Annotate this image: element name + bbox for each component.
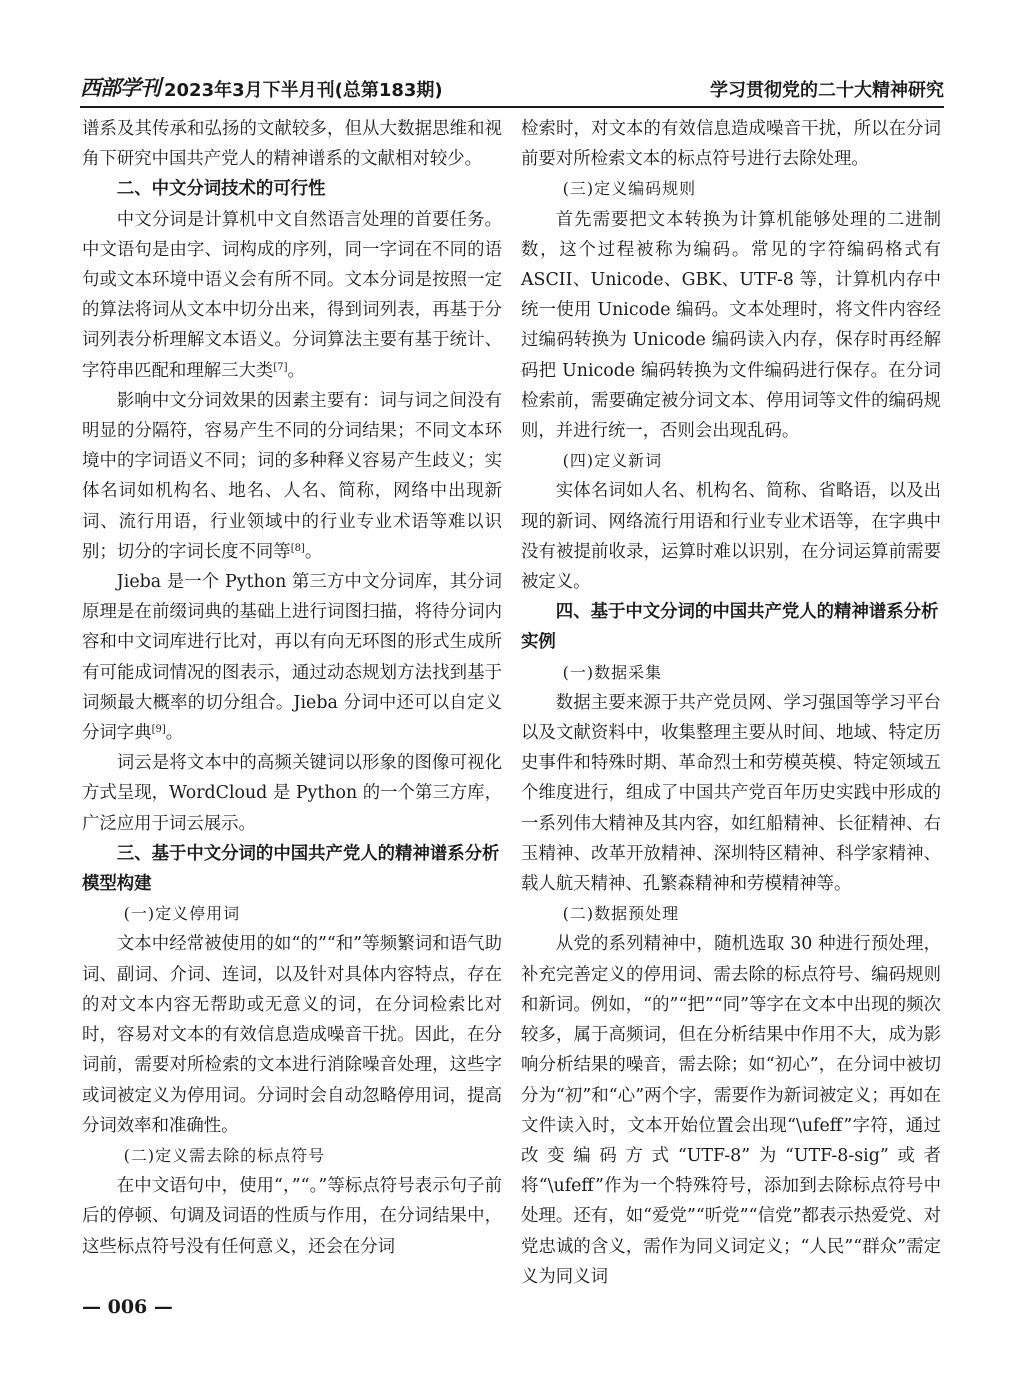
running-header <box>80 70 944 108</box>
page-number: — 006 — <box>82 1296 173 1318</box>
section-heading: 三、基于中文分词的中国共产党人的精神谱系分析模型构建 <box>82 843 500 895</box>
paragraph: 中文分词是计算机中文自然语言处理的首要任务。中文语句是由字、词构成的序列，同一字词在不同的语句或文本环境中语义会有所不同。文本分词是按照一定的算法将词从文本中切分出来，得到词列表，再基于分词列表分析理解文本语义。分词算法主要有基于统计、字符串匹配和理解三大类[7]。 <box>82 209 502 381</box>
subsection-heading: (四)定义新词 <box>562 451 663 471</box>
paragraph: 在中文语句中，使用“，”“。”等标点符号表示句子前后的停顿、句调及词语的性质与作用，在分词结果中，这些标点符号没有任何意义，还会在分词 <box>82 1176 502 1257</box>
subsection-heading: (一)数据采集 <box>562 662 663 682</box>
subsection-heading: (三)定义编码规则 <box>562 179 697 199</box>
citation-ref[interactable]: [7] <box>273 361 288 373</box>
paragraph: 影响中文分词效果的因素主要有：词与词之间没有明显的分隔符，容易产生不同的分词结果；不同文本环境中的字词语义不同；词的多种释义容易产生歧义；实体名词如机构名、地名、人名、简称，网络中出现新词、流行用语，行业领域中的行业专业术语等难以识别；切分的字词长度不同等[8]。 <box>82 390 502 562</box>
paragraph: 词云是将文本中的高频关键词以形象的图像可视化方式呈现，WordCloud 是 Python 的一个第三方库，广泛应用于词云展示。 <box>82 753 502 834</box>
paragraph: 首先需要把文本转换为计算机能够处理的二进制数，这个过程被称为编码。常见的字符编码格式有 ASCII、Unicode、GBK、UTF-8 等，计算机内存中统一使用 Unicode 编码。文本处理时，将文件内容经过编码转换为 Unicode 编码读入内存，保存时再经解码把 Unicode 编码转换为文件编码进行保存。在分词检索前，需要确定被分词文本、停用词等文件的编码规则，并进行统一，否则会出现乱码。 <box>521 209 941 442</box>
citation-ref[interactable]: [9] <box>151 724 166 736</box>
paragraph: 文本中经常被使用的如“的”“和”等频繁词和语气助词、副词、介词、连词，以及针对具体内容特点，存在的对文本内容无帮助或无意义的词，在分词检索比对时，容易对文本的有效信息造成噪音干扰。因此，在分词前，需要对所检索的文本进行消除噪音处理，这些字或词被定义为停用词。分词时会自动忽略停用词，提高分词效率和准确性。 <box>82 934 502 1136</box>
section-heading: 四、基于中文分词的中国共产党人的精神谱系分析实例 <box>521 602 939 653</box>
paragraph: 实体名词如人名、机构名、简称、省略语，以及出现的新词、网络流行用语和行业专业术语等，在字典中没有被提前收录，运算时难以识别，在分词运算前需要被定义。 <box>521 481 941 593</box>
section-title: 学习贯彻党的二十大精神研究 <box>710 80 944 101</box>
left-column <box>82 114 502 1262</box>
right-column <box>521 114 941 1292</box>
paragraph: Jieba 是一个 Python 第三方中文分词库，其分词原理是在前缀词典的基础上进行词图扫描，将待分词内容和中文词库进行比对，再以有向无环图的形式生成所有可能成词情况的图表示，通过动态规划方法找到基于词频最大概率的切分组合。Jieba 分词中还可以自定义分词字典[9]。 <box>82 572 502 744</box>
subsection-heading: (二)定义需去除的标点符号 <box>123 1145 326 1165</box>
paragraph: 谱系及其传承和弘扬的文献较多，但从大数据思维和视角下研究中国共产党人的精神谱系的文献相对较少。 <box>82 119 502 170</box>
subsection-heading: (二)数据预处理 <box>562 904 680 924</box>
header-left <box>80 72 443 102</box>
paragraph: 数据主要来源于共产党员网、学习强国等学习平台以及文献资料中，收集整理主要从时间、地域、特定历史事件和特殊时期、革命烈士和劳模英模、特定领域五个维度进行，组成了中国共产党百年历史实践中形成的一系列伟大精神及其内容，如红船精神、长征精神、右玉精神、改革开放精神、深圳特区精神、科学家精神、载人航天精神、孔繁森精神和劳模精神等。 <box>521 692 941 895</box>
section-heading: 二、中文分词技术的可行性 <box>116 179 326 200</box>
paragraph: 检索时，对文本的有效信息造成噪音干扰，所以在分词前要对所检索文本的标点符号进行去除处理。 <box>521 119 941 170</box>
paragraph: 从党的系列精神中，随机选取 30 种进行预处理，补充完善定义的停用词、需去除的标点符号、编码规则和新词。例如，“的”“把”“同”等字在文本中出现的频次较多，属于高频词，但在分析结果中作用不大，成为影响分析结果的噪音，需去除；如“初心”，在分词中被切分为“初”和“心”两个字，需要作为新词被定义；再如在文件读入时，文本开始位置会出现“\ufeff”字符，通过改变编码方式“UTF-8”为“UTF-8-sig”或者将“\ufeff”作为一个特殊符号，添加到去除标点符号中处理。还有，如“爱党”“听党”“信党”都表示热爱党、对党忠诚的含义，需作为同义词定义；“人民”“群众”需定义为同义词 <box>521 934 941 1287</box>
citation-ref[interactable]: [8] <box>290 542 305 554</box>
subsection-heading: (一)定义停用词 <box>123 904 241 924</box>
journal-logo: 西部学刊 <box>80 75 160 100</box>
issue-info: 2023年3月下半月刊(总第183期) <box>164 80 443 101</box>
